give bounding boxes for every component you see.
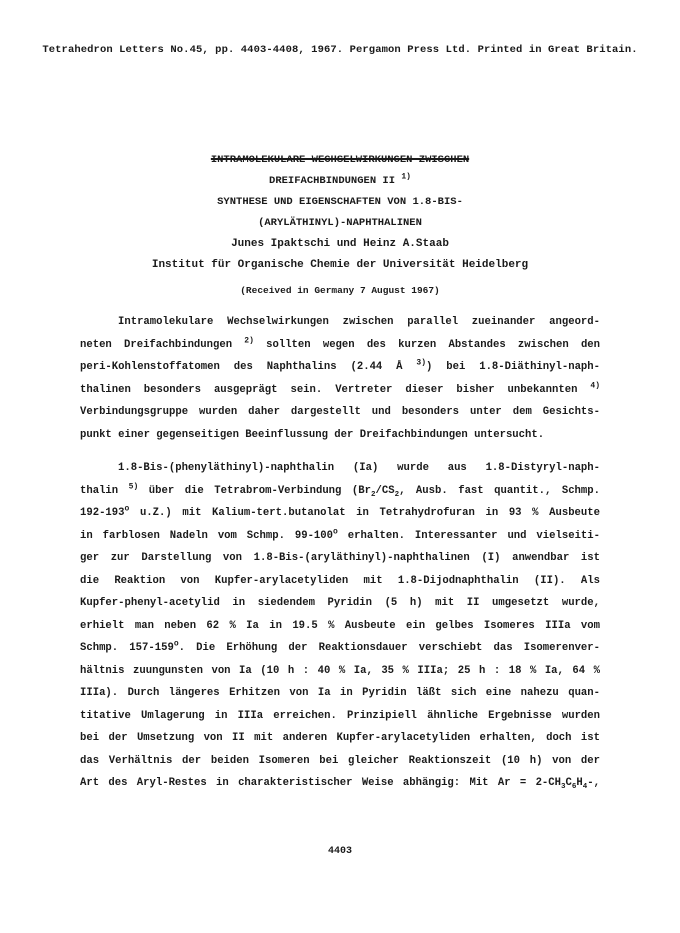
paragraph-line: 192-193$^o$ u.Z.) mit Kalium-tert.butanolat in Tetrahydrofuran in 93 % Ausbeute bbox=[80, 504, 600, 519]
paragraph-line: thalin $^{5)}$ über die Tetrabrom-Verbindung ($Br_2/CS_2$, Ausb. fast quantit., Schmp. bbox=[80, 481, 600, 499]
title-line-2 bbox=[0, 171, 680, 192]
paragraph-line: titative Umlagerung in IIIa erreichen. Prinzipiell ähnliche Ergebnisse wurden bbox=[80, 709, 600, 722]
title-line-2-text: DREIFACHBINDUNGEN II bbox=[269, 175, 396, 187]
paragraph-line: Kupfer-phenyl-acetylid in siedendem Pyridin (5 h) mit II umgesetzt wurde, bbox=[80, 597, 600, 609]
received-date: (Received in Germany 7 August 1967) bbox=[240, 285, 440, 296]
journal-header: Tetrahedron Letters No.45, pp. 4403-4408, 1967. Pergamon Press Ltd. Printed in Great Britain. bbox=[42, 44, 638, 56]
degree-sign: o bbox=[124, 504, 130, 514]
paragraph-2 bbox=[80, 457, 600, 795]
paragraph-line: peri-Kohlenstoffatomen des Naphthalins (2.44 Å $^{3)}$) bei 1.8-Diäthinyl-naph- bbox=[80, 358, 601, 373]
footnote-ref: 5) bbox=[128, 481, 139, 491]
article-title-block bbox=[0, 150, 680, 303]
footnote-ref: 1) bbox=[401, 172, 411, 182]
paragraph-line: Verbindungsgruppe wurden daher dargestellt und besonders unter dem Gesichts- bbox=[80, 406, 600, 418]
paragraph-line: punkt einer gegenseitigen Beeinflussung der Dreifachbindungen untersucht. bbox=[80, 428, 545, 441]
paragraph-line: ger zur Darstellung von 1.8-Bis-(aryläthinyl)-naphthalinen (I) anwendbar ist bbox=[80, 552, 600, 564]
paragraph-line: 1.8-Bis-(phenyläthinyl)-naphthalin (Ia) wurde aus 1.8-Distyryl-naph- bbox=[118, 462, 600, 474]
paragraph-line: in farblosen Nadeln vom Schmp. 99-100$^o$ erhalten. Interessanter und vielseiti- bbox=[80, 526, 600, 542]
authors: Junes Ipaktschi und Heinz A.Staab bbox=[231, 238, 449, 250]
paragraph-line: thalinen besonders ausgeprägt sein. Vertreter dieser bisher unbekannten $^{4)}$ bbox=[80, 380, 601, 396]
degree-sign: o bbox=[173, 639, 179, 649]
paragraph-line: Intramolekulare Wechselwirkungen zwischen parallel zueinander angeord- bbox=[118, 316, 600, 328]
footnote-ref: 3) bbox=[416, 358, 427, 368]
paragraph-line: hältnis zuungunsten von Ia (10 h : 40 % Ia, 35 % IIIa; 25 h : 18 % Ia, 64 % bbox=[80, 664, 600, 677]
footnote-ref: 2) bbox=[244, 335, 254, 345]
paragraph-line: das Verhältnis der beiden Isomeren bei gleicher Reaktionszeit (10 h) von der bbox=[80, 754, 600, 767]
page-number: 4403 bbox=[327, 846, 352, 857]
paragraph-line: neten Dreifachbindungen $^{2)}$ sollten wegen des kurzen Abstandes zwischen den bbox=[80, 335, 601, 351]
paragraph-line: die Reaktion von Kupfer-arylacetyliden mit 1.8-Dijodnaphthalin (II). Als bbox=[80, 574, 600, 587]
title-line-4: (ARYLÄTHINYL)-NAPHTHALINEN bbox=[258, 217, 422, 229]
title-line-3: SYNTHESE UND EIGENSCHAFTEN VON 1.8-BIS- bbox=[217, 196, 463, 208]
paragraph-line: bei der Umsetzung von II mit anderen Kupfer-arylacetyliden erhalten, doch ist bbox=[80, 732, 600, 744]
paragraph-1 bbox=[80, 311, 600, 446]
degree-sign: o bbox=[333, 526, 338, 536]
title-line-1: INTRAMOLEKULARE WECHSELWIRKUNGEN ZWISCHEN bbox=[210, 154, 470, 166]
paragraph-line: Art des Aryl-Restes in charakteristischer Weise abhängig: Mit $Ar = 2-CH_3C_6H_4-$, bbox=[80, 777, 600, 792]
paragraph-line: Schmp. 157-159$^o$. Die Erhöhung der Reaktionsdauer verschiebt das Isomerenver- bbox=[80, 639, 600, 654]
paragraph-line: erhielt man neben 62 % Ia in 19.5 % Ausbeute ein gelbes Isomeres IIIa vom bbox=[80, 619, 600, 632]
paragraph-line: IIIa). Durch längeres Erhitzen von Ia in Pyridin läßt sich eine nahezu quan- bbox=[80, 687, 600, 699]
footnote-ref: 4) bbox=[590, 380, 601, 390]
institute: Institut für Organische Chemie der Universität Heidelberg bbox=[151, 259, 529, 271]
